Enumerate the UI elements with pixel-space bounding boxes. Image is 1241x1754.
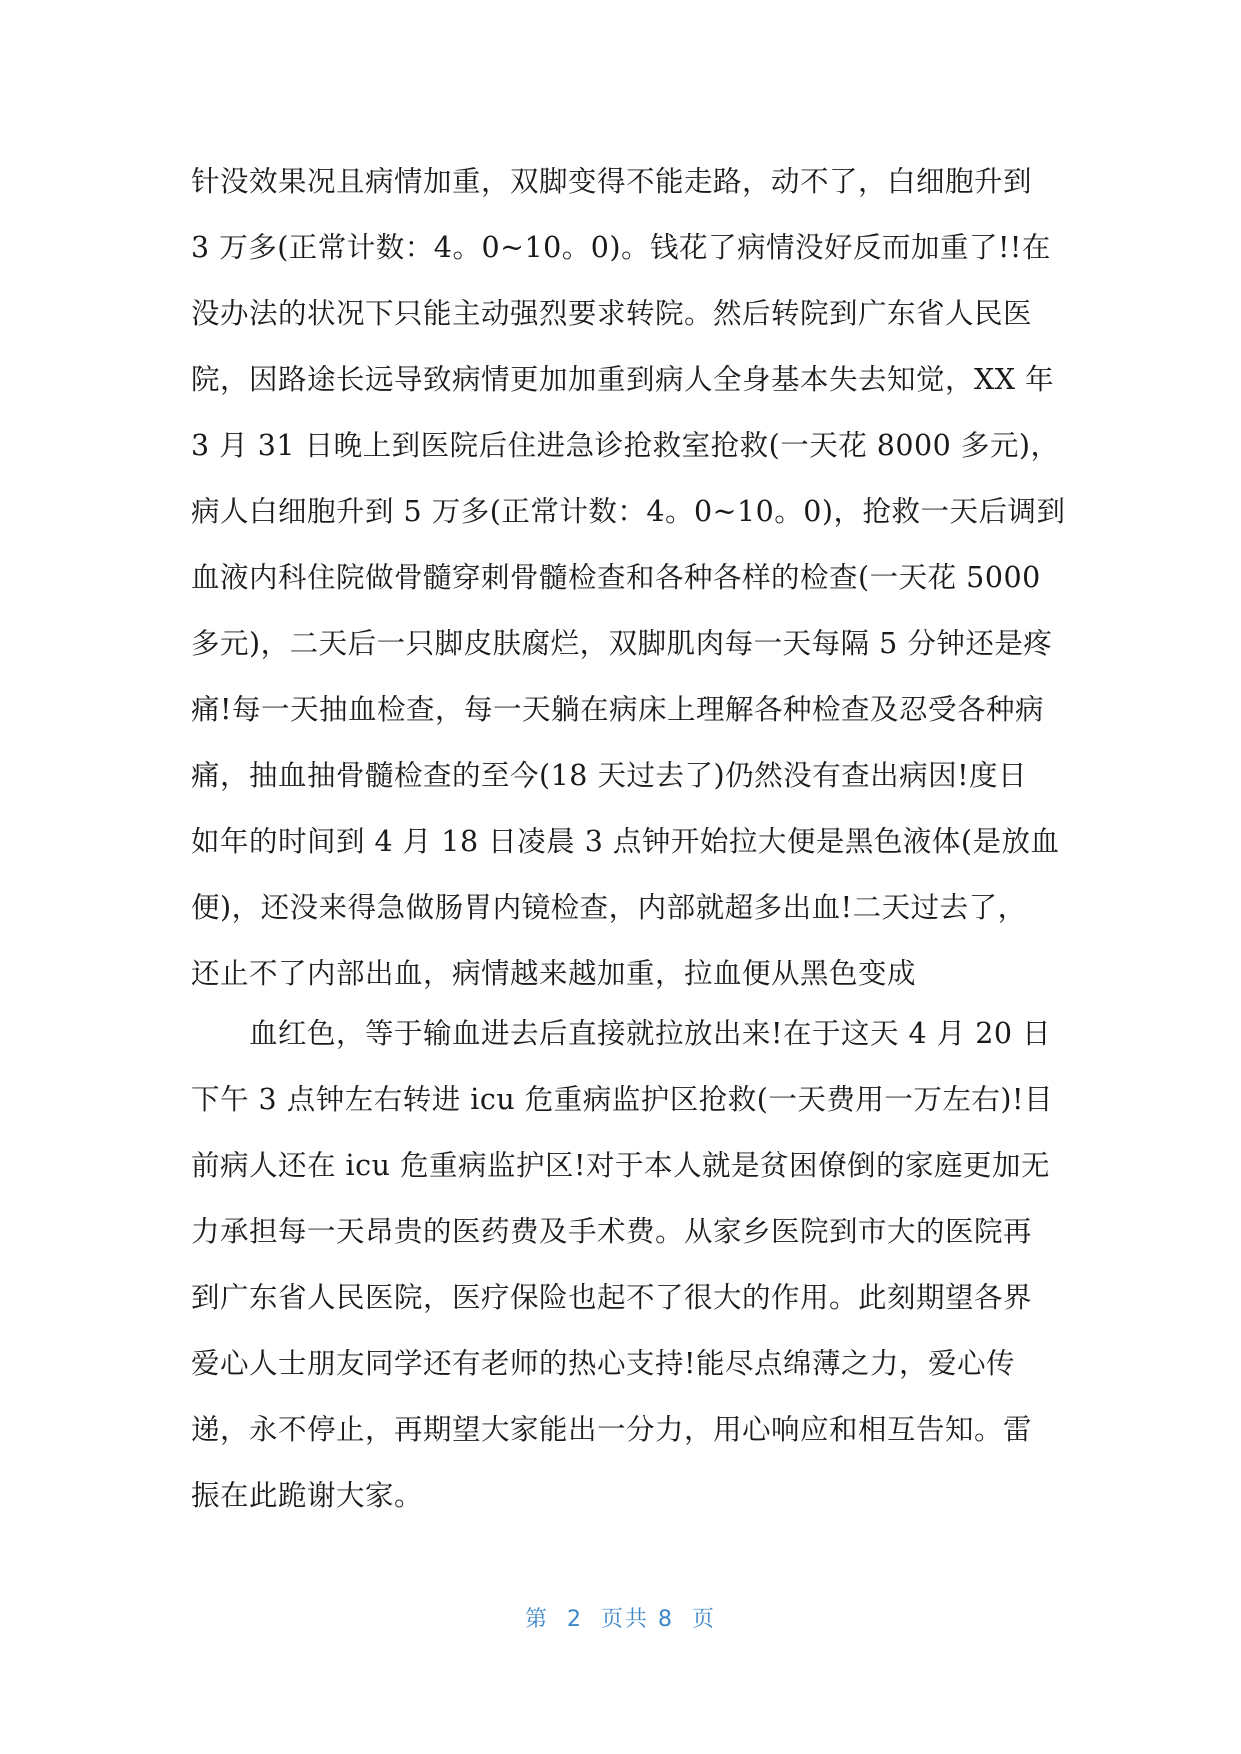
- text-line: 多元)，二天后一只脚皮肤腐烂，双脚肌肉每一天每隔 5 分钟还是疼: [191, 627, 1053, 660]
- page-number-text: 第 2 页共 8 页: [525, 1607, 716, 1632]
- text-line: 前病人还在 icu 危重病监护区!对于本人就是贫困僚倒的家庭更加无: [191, 1149, 1051, 1182]
- text-line: 院，因路途长远导致病情更加加重到病人全身基本失去知觉，XX 年: [191, 363, 1055, 396]
- text-line: 到广东省人民医院，医疗保险也起不了很大的作用。此刻期望各界: [191, 1281, 1033, 1314]
- text-line: 力承担每一天昂贵的医药费及手术费。从家乡医院到市大的医院再: [191, 1215, 1033, 1248]
- text-line-indented: 血红色，等于输血进去后直接就拉放出来!在于这天 4 月 20 日: [249, 1017, 1052, 1050]
- text-line: 痛!每一天抽血检查，每一天躺在病床上理解各种检查及忍受各种病: [191, 693, 1044, 726]
- text-line: 爱心人士朋友同学还有老师的热心支持!能尽点绵薄之力，爱心传: [191, 1347, 1015, 1380]
- text-line: 3 月 31 日晚上到医院后住进急诊抢救室抢救(一天花 8000 多元)，: [191, 429, 1060, 462]
- text-line: 便)，还没来得急做肠胃内镜检查，内部就超多出血!二天过去了，: [191, 891, 1027, 924]
- text-line: 痛，抽血抽骨髓检查的至今(18 天过去了)仍然没有查出病因!度日: [191, 759, 1028, 792]
- text-line: 还止不了内部出血，病情越来越加重，拉血便从黑色变成: [191, 957, 917, 990]
- text-line: 振在此跪谢大家。: [191, 1479, 424, 1512]
- text-line: 3 万多(正常计数：4。0~10。0)。钱花了病情没好反而加重了!!在: [191, 231, 1051, 264]
- text-line: 下午 3 点钟左右转进 icu 危重病监护区抢救(一天费用一万左右)!目: [191, 1083, 1053, 1116]
- page-footer: [0, 1602, 1241, 1633]
- paragraph-1: [191, 160, 1066, 1018]
- text-line: 如年的时间到 4 月 18 日凌晨 3 点钟开始拉大便是黑色液体(是放血: [191, 825, 1060, 858]
- text-line: 没办法的状况下只能主动强烈要求转院。然后转院到广东省人民医: [191, 297, 1033, 330]
- text-line: 血液内科住院做骨髓穿刺骨髓检查和各种各样的检查(一天花 5000: [191, 561, 1041, 594]
- text-line: 针没效果况且病情加重，双脚变得不能走路，动不了，白细胞升到: [191, 165, 1033, 198]
- paragraph-2: [191, 1012, 1061, 1540]
- text-line: 递，永不停止，再期望大家能出一分力，用心响应和相互告知。雷: [191, 1413, 1033, 1446]
- text-line: 病人白细胞升到 5 万多(正常计数：4。0~10。0)，抢救一天后调到: [191, 495, 1066, 528]
